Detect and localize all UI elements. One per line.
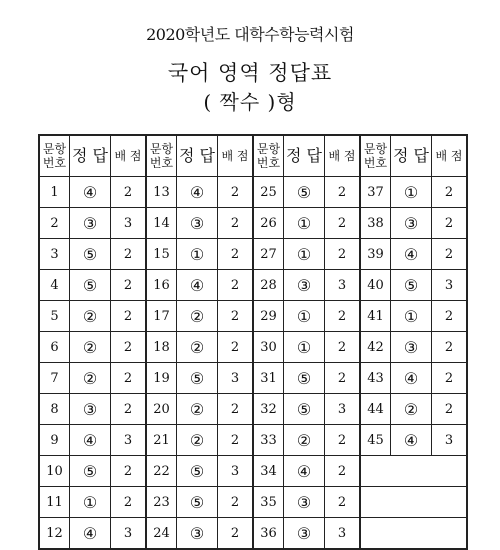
points-cell: 3 <box>111 518 147 550</box>
answer-cell: ④ <box>177 177 218 208</box>
points-cell: 3 <box>218 456 254 487</box>
table-row <box>39 177 467 208</box>
question-number: 18 <box>146 332 177 363</box>
points-cell: 2 <box>432 394 468 425</box>
column-header-number: 문항 번호 <box>253 135 284 177</box>
question-number: 19 <box>146 363 177 394</box>
table-row <box>39 332 467 363</box>
question-number: 35 <box>253 487 284 518</box>
answer-cell: ③ <box>177 208 218 239</box>
answer-cell: ③ <box>391 208 432 239</box>
points-cell: 2 <box>432 239 468 270</box>
question-number: 5 <box>39 301 70 332</box>
answer-cell: ① <box>284 239 325 270</box>
answer-cell: ② <box>391 394 432 425</box>
question-number: 42 <box>360 332 391 363</box>
answer-cell: ① <box>70 487 111 518</box>
answer-cell: ② <box>177 425 218 456</box>
table-row <box>39 363 467 394</box>
question-number: 11 <box>39 487 70 518</box>
answer-cell: ② <box>70 332 111 363</box>
points-cell: 2 <box>325 239 361 270</box>
points-cell: 2 <box>111 270 147 301</box>
question-number: 44 <box>360 394 391 425</box>
question-number: 45 <box>360 425 391 456</box>
answer-cell: ⑤ <box>177 487 218 518</box>
question-number: 33 <box>253 425 284 456</box>
points-cell: 3 <box>111 208 147 239</box>
question-number: 37 <box>360 177 391 208</box>
question-number: 22 <box>146 456 177 487</box>
table-row <box>39 456 467 487</box>
table-row <box>39 487 467 518</box>
exam-title: 2020학년도 대학수학능력시험 <box>146 25 354 44</box>
question-number: 3 <box>39 239 70 270</box>
question-number: 10 <box>39 456 70 487</box>
question-number: 29 <box>253 301 284 332</box>
question-number: 31 <box>253 363 284 394</box>
answer-cell: ② <box>177 301 218 332</box>
points-cell: 2 <box>432 363 468 394</box>
points-cell: 3 <box>111 425 147 456</box>
table-row <box>39 208 467 239</box>
answer-cell: ③ <box>70 394 111 425</box>
question-number: 13 <box>146 177 177 208</box>
answer-cell: ① <box>391 301 432 332</box>
answer-cell: ① <box>284 332 325 363</box>
answer-cell: ④ <box>70 518 111 550</box>
points-cell: 2 <box>218 332 254 363</box>
table-header-row <box>39 135 467 177</box>
answer-cell: ③ <box>284 487 325 518</box>
points-cell: 3 <box>325 270 361 301</box>
answer-cell: ⑤ <box>284 394 325 425</box>
question-number: 6 <box>39 332 70 363</box>
points-cell: 3 <box>432 270 468 301</box>
answer-cell: ① <box>391 177 432 208</box>
question-number: 32 <box>253 394 284 425</box>
question-number: 2 <box>39 208 70 239</box>
question-number: 9 <box>39 425 70 456</box>
question-number: 17 <box>146 301 177 332</box>
points-cell: 3 <box>432 425 468 456</box>
question-number: 8 <box>39 394 70 425</box>
answer-cell: ④ <box>70 425 111 456</box>
table-row <box>39 394 467 425</box>
answer-cell: ⑤ <box>177 363 218 394</box>
answer-cell: ③ <box>284 518 325 550</box>
points-cell: 2 <box>218 208 254 239</box>
table-row <box>39 518 467 550</box>
points-cell: 2 <box>218 239 254 270</box>
points-cell: 2 <box>218 301 254 332</box>
table-row <box>39 425 467 456</box>
question-number: 7 <box>39 363 70 394</box>
question-number: 39 <box>360 239 391 270</box>
answer-cell: ⑤ <box>284 177 325 208</box>
answer-table <box>38 134 468 550</box>
points-cell: 2 <box>325 363 361 394</box>
answer-cell: ① <box>284 301 325 332</box>
answer-cell: ② <box>177 332 218 363</box>
question-number: 34 <box>253 456 284 487</box>
question-number: 26 <box>253 208 284 239</box>
answer-cell: ④ <box>177 270 218 301</box>
column-header-answer: 정 답 <box>70 135 111 177</box>
answer-cell: ① <box>284 208 325 239</box>
points-cell: 2 <box>111 332 147 363</box>
points-cell: 2 <box>325 177 361 208</box>
column-header-number: 문항 번호 <box>146 135 177 177</box>
empty-cell <box>360 518 467 550</box>
answer-cell: ③ <box>70 208 111 239</box>
points-cell: 2 <box>218 394 254 425</box>
answer-cell: ③ <box>284 270 325 301</box>
points-cell: 3 <box>218 363 254 394</box>
answer-cell: ⑤ <box>177 456 218 487</box>
answer-cell: ③ <box>177 518 218 550</box>
answer-cell: ⑤ <box>70 270 111 301</box>
question-number: 20 <box>146 394 177 425</box>
column-header-answer: 정 답 <box>177 135 218 177</box>
points-cell: 2 <box>111 239 147 270</box>
points-cell: 2 <box>325 425 361 456</box>
answer-cell: ④ <box>284 456 325 487</box>
points-cell: 2 <box>111 456 147 487</box>
points-cell: 2 <box>111 177 147 208</box>
answer-cell: ② <box>70 301 111 332</box>
points-cell: 2 <box>325 301 361 332</box>
empty-cell <box>360 487 467 518</box>
question-number: 1 <box>39 177 70 208</box>
points-cell: 2 <box>111 394 147 425</box>
points-cell: 2 <box>432 332 468 363</box>
question-number: 43 <box>360 363 391 394</box>
question-number: 30 <box>253 332 284 363</box>
points-cell: 2 <box>218 270 254 301</box>
answer-cell: ④ <box>70 177 111 208</box>
question-number: 24 <box>146 518 177 550</box>
table-row <box>39 270 467 301</box>
points-cell: 2 <box>432 208 468 239</box>
column-header-answer: 정 답 <box>391 135 432 177</box>
page-subtitle: ( 짝수 )형 <box>203 90 297 114</box>
column-header-number: 문항 번호 <box>39 135 70 177</box>
question-number: 40 <box>360 270 391 301</box>
points-cell: 2 <box>325 208 361 239</box>
question-number: 14 <box>146 208 177 239</box>
question-number: 23 <box>146 487 177 518</box>
points-cell: 2 <box>111 363 147 394</box>
answer-cell: ⑤ <box>70 239 111 270</box>
question-number: 16 <box>146 270 177 301</box>
answer-cell: ① <box>177 239 218 270</box>
question-number: 21 <box>146 425 177 456</box>
question-number: 36 <box>253 518 284 550</box>
points-cell: 2 <box>218 177 254 208</box>
answer-cell: ⑤ <box>391 270 432 301</box>
points-cell: 2 <box>218 518 254 550</box>
points-cell: 2 <box>218 425 254 456</box>
answer-cell: ② <box>177 394 218 425</box>
question-number: 25 <box>253 177 284 208</box>
points-cell: 2 <box>325 487 361 518</box>
question-number: 41 <box>360 301 391 332</box>
points-cell: 2 <box>218 487 254 518</box>
answer-cell: ③ <box>391 332 432 363</box>
answer-cell: ⑤ <box>70 456 111 487</box>
answer-cell: ④ <box>391 363 432 394</box>
question-number: 4 <box>39 270 70 301</box>
column-header-points: 배 점 <box>432 135 468 177</box>
points-cell: 2 <box>325 332 361 363</box>
empty-cell <box>360 456 467 487</box>
column-header-points: 배 점 <box>218 135 254 177</box>
answer-cell: ④ <box>391 239 432 270</box>
points-cell: 2 <box>325 456 361 487</box>
question-number: 15 <box>146 239 177 270</box>
points-cell: 3 <box>325 394 361 425</box>
column-header-points: 배 점 <box>111 135 147 177</box>
points-cell: 2 <box>432 177 468 208</box>
column-header-points: 배 점 <box>325 135 361 177</box>
answer-cell: ② <box>70 363 111 394</box>
question-number: 12 <box>39 518 70 550</box>
points-cell: 3 <box>325 518 361 550</box>
question-number: 38 <box>360 208 391 239</box>
column-header-answer: 정 답 <box>284 135 325 177</box>
answer-cell: ④ <box>391 425 432 456</box>
page-title: 국어 영역 정답표 <box>167 61 333 85</box>
points-cell: 2 <box>432 301 468 332</box>
points-cell: 2 <box>111 487 147 518</box>
question-number: 27 <box>253 239 284 270</box>
question-number: 28 <box>253 270 284 301</box>
points-cell: 2 <box>111 301 147 332</box>
column-header-number: 문항 번호 <box>360 135 391 177</box>
table-row <box>39 301 467 332</box>
table-row <box>39 239 467 270</box>
answer-cell: ⑤ <box>284 363 325 394</box>
answer-cell: ② <box>284 425 325 456</box>
